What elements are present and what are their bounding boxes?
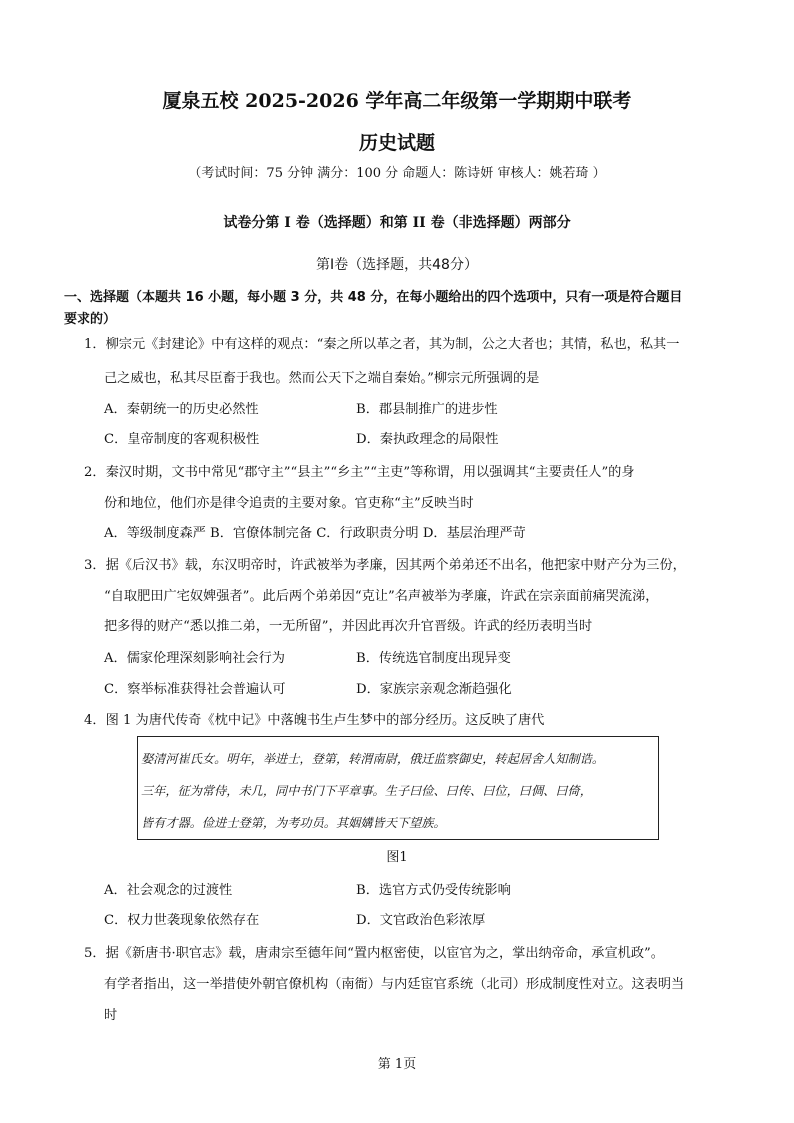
section-heading-line: 一、选择题（本题共 16 小题，每小题 3 分，共 48 分，在每小题给出的四个选项中，只有一项是符合题目 [64,290,683,305]
option-a: A．社会观念的过渡性 [104,883,233,898]
option-c: C．皇帝制度的客观积极性 [104,432,260,447]
question-stem-line: 有学者指出，这一举措使外朝官僚机构（南衙）与内廷宦官系统（北司）形成制度性对立。这表明当 [104,977,685,992]
part-one-heading: 第Ⅰ卷（选择题，共48分） [316,257,478,273]
question-stem-line: 据《后汉书》载，东汉明帝时，许武被举为孝廉，因其两个弟弟还不出名，他把家中财产分为三份， [105,558,686,573]
option-c: C．察举标准获得社会普遍认可 [104,682,286,697]
question-1 [84,333,679,352]
question-stem-line: 据《新唐书·职官志》载，唐肃宗至德年间“置内枢密使，以宦官为之，掌出纳帝命，承宣机政”。 [105,946,664,961]
paper-structure-note: 试卷分第 I 卷（选择题）和第 II 卷（非选择题）两部分 [223,215,571,231]
question-2 [84,461,635,480]
question-number: 5． [84,946,106,961]
question-stem-line: 份和地位，他们亦是律令追责的主要对象。官吏称“主”反映当时 [104,496,474,511]
question-stem-line: “自取肥田广宅奴婢强者”。此后两个弟弟因“克让”名声被举为孝廉，许武在宗亲面前痛哭流涕， [104,589,659,604]
question-5 [84,942,664,961]
section-heading-line: 要求的） [64,312,117,327]
option-b: B．郡县制推广的进步性 [356,402,498,417]
question-number: 1． [84,337,106,352]
option-b: B．传统选官制度出现异变 [356,651,511,666]
option-d: D．家族宗亲观念渐趋强化 [356,682,512,697]
excerpt-line: 娶清河崔氏女。明年，举进士，登第，转渭南尉，俄迁监察御史，转起居舍人知制诰。 [141,752,605,766]
question-stem-line: 时 [104,1008,118,1023]
question-stem-line: 把多得的财产“悉以推二弟，一无所留”，并因此再次升官晋级。许武的经历表明当时 [104,619,593,634]
options-inline: A．等级制度森严 B．官僚体制完备 C．行政职责分明 D．基层治理严苛 [104,526,526,541]
excerpt-line: 皆有才器。俭进士登第，为考功员。其姻媾皆天下望族。 [141,816,446,830]
figure-caption: 图1 [386,850,408,865]
option-b: B．选官方式仍受传统影响 [356,883,511,898]
question-stem-line: 柳宗元《封建论》中有这样的观点：“秦之所以革之者，其为制，公之大者也；其情，私也，私其一 [105,337,680,352]
section-heading [64,287,736,331]
excerpt-line: 三年，征为常侍，未几，同中书门下平章事。生子曰俭、曰传、曰位，曰倜、曰倚， [141,784,592,798]
question-number: 4． [84,713,106,728]
option-d: D．秦执政理念的局限性 [356,432,499,447]
option-c: C．权力世袭现象依然存在 [104,913,260,928]
exam-meta: （考试时间：75 分钟 满分：100 分 命题人：陈诗妍 审核人：姚若琦 ） [188,166,606,181]
question-3 [84,554,686,573]
question-number: 3． [84,558,106,573]
question-number: 2． [84,465,106,480]
question-stem-line: 图 1 为唐代传奇《枕中记》中落魄书生卢生梦中的部分经历。这反映了唐代 [105,713,545,728]
question-stem-line: 己之威也，私其尽臣畜于我也。然而公天下之端自秦始。”柳宗元所强调的是 [104,371,540,386]
option-a: A．儒家伦理深刻影响社会行为 [104,651,285,666]
page-number: 第 1页 [377,1057,417,1072]
option-d: D．文官政治色彩浓厚 [356,913,486,928]
option-a: A．秦朝统一的历史必然性 [104,402,259,417]
question-4 [84,709,544,728]
exam-title: 厦泉五校 2025-2026 学年高二年级第一学期期中联考 [162,90,632,112]
question-stem-line: 秦汉时期，文书中常见“郡守主”“县主”“乡主”“主吏”等称谓，用以强调其“主要责任人”的身 [105,465,635,480]
subject-title: 历史试题 [358,132,435,154]
